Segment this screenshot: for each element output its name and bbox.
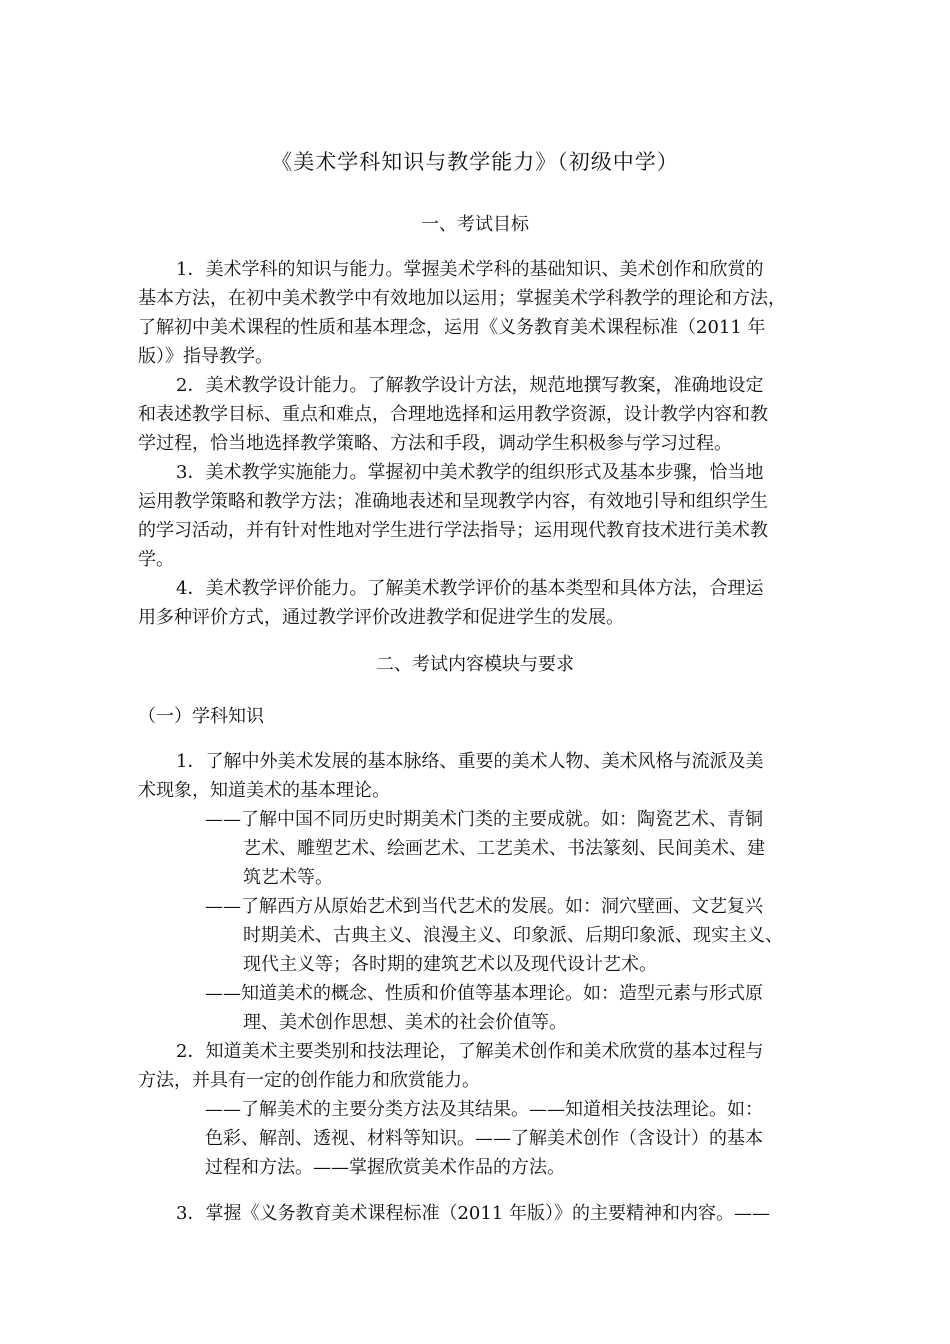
paragraph-line: 和表述教学目标、重点和难点，合理地选择和运用教学资源，设计教学内容和教 <box>138 404 768 425</box>
paragraph-line: 用多种评价方式，通过教学评价改进教学和促进学生的发展。 <box>138 607 624 628</box>
paragraph-line: 基本方法，在初中美术教学中有效地加以运用；掌握美术学科教学的理论和方法， <box>138 288 786 309</box>
paragraph-line: 的学习活动，并有针对性地对学生进行学法指导；运用现代教育技术进行美术教 <box>138 520 768 541</box>
paragraph-line: 方法，并具有一定的创作能力和欣赏能力。 <box>138 1070 480 1091</box>
bullet-line: ——了解西方从原始艺术到当代艺术的发展。如：洞穴壁画、文艺复兴 <box>205 896 763 917</box>
paragraph-line: 2．知道美术主要类别和技法理论，了解美术创作和美术欣赏的基本过程与 <box>176 1041 764 1062</box>
section-heading-exam-goals: 一、考试目标 <box>421 214 529 235</box>
paragraph-line: 2．美术教学设计能力。了解教学设计方法，规范地撰写教案，准确地设定 <box>176 375 764 396</box>
bullet-line: ——知道美术的概念、性质和价值等基本理论。如：造型元素与形式原 <box>205 983 763 1004</box>
paragraph-line: 1．了解中外美术发展的基本脉络、重要的美术人物、美术风格与流派及美 <box>176 751 764 772</box>
paragraph-line: 3．美术教学实施能力。掌握初中美术教学的组织形式及基本步骤，恰当地 <box>176 462 764 483</box>
bullet-line: 时期美术、古典主义、浪漫主义、印象派、后期印象派、现实主义、 <box>243 925 783 946</box>
subsection-heading: （一）学科知识 <box>138 706 264 727</box>
paragraph-line: 4．美术教学评价能力。了解美术教学评价的基本类型和具体方法，合理运 <box>176 578 764 599</box>
paragraph-line: 学过程，恰当地选择教学策略、方法和手段，调动学生积极参与学习过程。 <box>138 433 732 454</box>
bullet-line: 过程和方法。——掌握欣赏美术作品的方法。 <box>205 1157 565 1178</box>
paragraph-line: 了解初中美术课程的性质和基本理念，运用《义务教育美术课程标准（2011 年 <box>138 317 766 338</box>
bullet-line: ——了解美术的主要分类方法及其结果。——知道相关技法理论。如： <box>205 1099 763 1120</box>
bullet-line: ——了解中国不同历史时期美术门类的主要成就。如：陶瓷艺术、青铜 <box>205 809 763 830</box>
paragraph-line: 术现象，知道美术的基本理论。 <box>138 780 390 801</box>
section-heading-content-modules: 二、考试内容模块与要求 <box>376 654 574 675</box>
bullet-line: 色彩、解剖、透视、材料等知识。——了解美术创作（含设计）的基本 <box>205 1128 763 1149</box>
document-title: 《美术学科知识与教学能力》（初级中学） <box>271 150 679 174</box>
bullet-line: 理、美术创作思想、美术的社会价值等。 <box>243 1012 567 1033</box>
paragraph-line: 学。 <box>138 549 174 570</box>
paragraph-line: 3．掌握《义务教育美术课程标准（2011 年版）》的主要精神和内容。—— <box>176 1203 770 1224</box>
bullet-line: 筑艺术等。 <box>243 867 333 888</box>
paragraph-line: 1．美术学科的知识与能力。掌握美术学科的基础知识、美术创作和欣赏的 <box>176 259 764 280</box>
bullet-line: 现代主义等；各时期的建筑艺术以及现代设计艺术。 <box>243 954 657 975</box>
bullet-line: 艺术、雕塑艺术、绘画艺术、工艺美术、书法篆刻、民间美术、建 <box>243 838 765 859</box>
paragraph-line: 版）》指导教学。 <box>138 346 273 367</box>
paragraph-line: 运用教学策略和教学方法；准确地表述和呈现教学内容，有效地引导和组织学生 <box>138 491 768 512</box>
